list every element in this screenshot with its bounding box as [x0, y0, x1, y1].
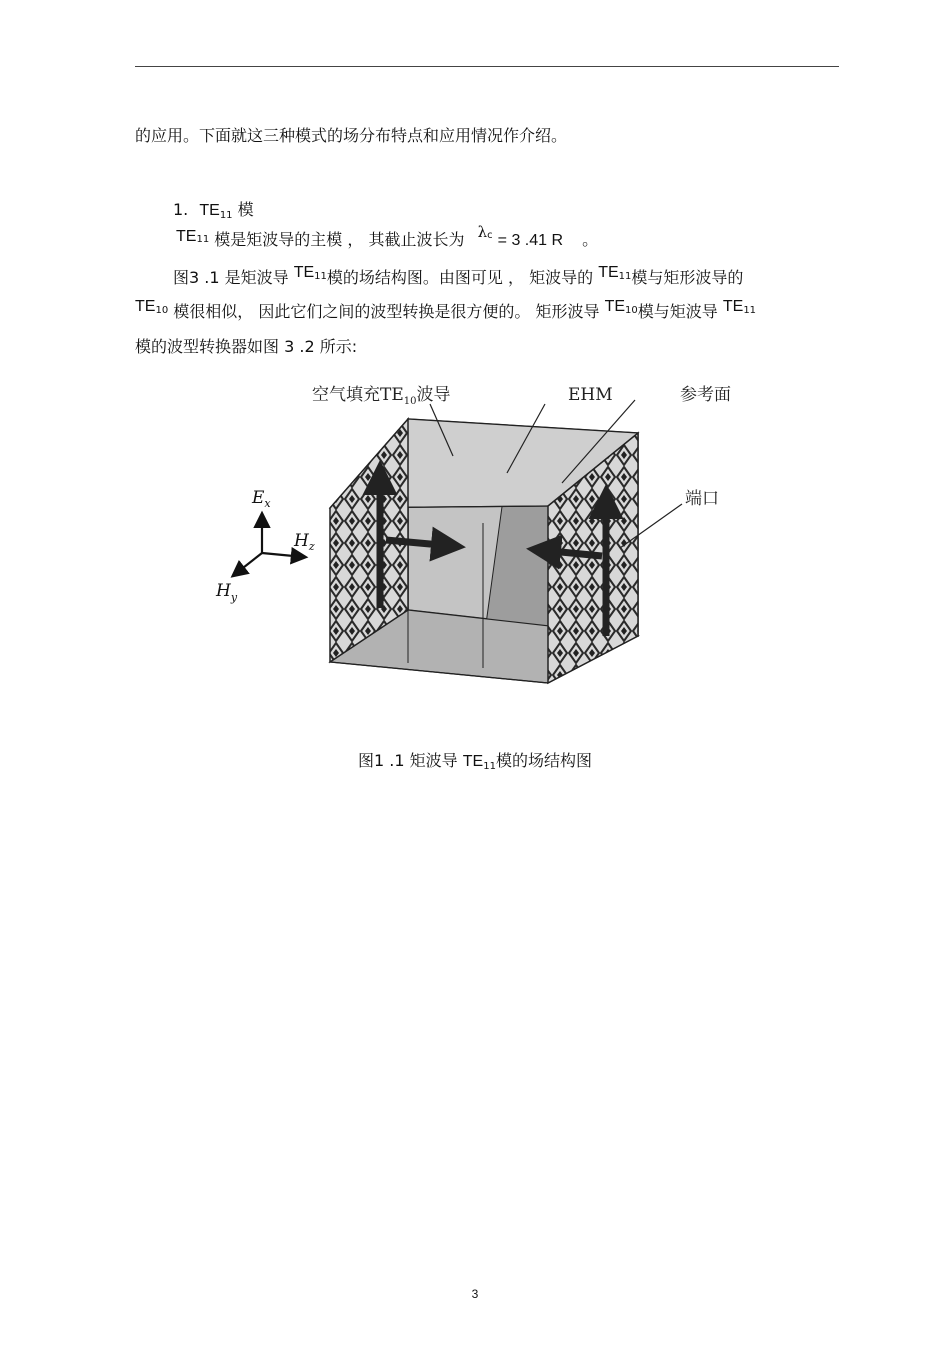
para-l2-a: 模很相似， 因此它们之间的波型转换是很方便的。 矩形波导	[173, 302, 600, 321]
paragraph-line-2	[135, 298, 757, 328]
axis-hz-arrow	[262, 553, 304, 557]
para-l1-te2: TE	[598, 264, 619, 281]
para-l2-b: 模与矩波导	[637, 302, 718, 321]
label-reference-plane: 参考面	[680, 385, 731, 405]
label-port: 端口	[685, 489, 719, 509]
para-l1-te: TE	[293, 264, 315, 281]
section-mode: 模	[237, 200, 254, 219]
axis-hy-label: $H_y$	[216, 581, 238, 604]
label-air-filled-waveguide: 空气填充$TE_{10}$波导	[312, 385, 451, 407]
figure-caption	[0, 748, 950, 772]
axis-hy-arrow	[234, 553, 262, 575]
caption-b: 模的场结构图	[495, 751, 592, 770]
lambda-symbol: λ	[477, 223, 488, 241]
line2-te-sub: 11	[196, 234, 210, 245]
section-heading	[173, 200, 254, 226]
cutoff-formula	[477, 223, 569, 249]
caption-a: 图1 .1 矩波导	[358, 751, 458, 770]
top-paragraph-line: 的应用。下面就这三种模式的场分布特点和应用情况作介绍。	[135, 126, 568, 145]
para-l1-b: 模的场结构图。由图可见 ， 矩波导的	[326, 268, 594, 287]
header-rule	[135, 66, 839, 67]
para-l2-sub2: 10	[625, 305, 638, 316]
dominant-mode-line	[176, 223, 599, 256]
caption-te: TE	[462, 753, 484, 770]
caption-sub: 11	[483, 761, 496, 772]
section-te: TE	[199, 202, 220, 219]
para-l2-sub: 10	[155, 305, 169, 316]
paragraph-line-1	[173, 264, 744, 294]
para-l2-te: TE	[135, 298, 156, 315]
para-l1-c: 模与矩形波导的	[631, 268, 744, 287]
label-ehm: EHM	[568, 385, 613, 405]
section-te-sub: 11	[219, 210, 233, 221]
section-number: 1.	[173, 200, 189, 219]
waveguide-svg	[200, 378, 760, 688]
para-l1-a: 图3 .1 是矩波导	[173, 268, 289, 287]
para-l2-sub3: 11	[743, 305, 757, 316]
para-l1-sub2: 11	[618, 271, 632, 282]
axis-hz-label: $H_z$	[294, 531, 315, 553]
waveguide-field-figure	[200, 378, 760, 688]
para-l2-te2: TE	[604, 298, 626, 315]
formula-value: = 3 .41 R	[497, 232, 564, 249]
lambda-sub: c	[487, 230, 493, 241]
page-number: 3	[471, 1287, 479, 1301]
para-l1-sub: 11	[314, 271, 327, 282]
para-l2-te3: TE	[722, 298, 744, 315]
paragraph-line-3: 模的波型转换器如图 3 .2 所示:	[135, 337, 358, 356]
line2-te: TE	[176, 228, 197, 245]
line2-text: 模是矩波导的主模 ， 其截止波长为	[214, 230, 465, 249]
line2-end: 。	[582, 230, 599, 249]
axis-ex-label: $E_x$	[252, 488, 271, 510]
